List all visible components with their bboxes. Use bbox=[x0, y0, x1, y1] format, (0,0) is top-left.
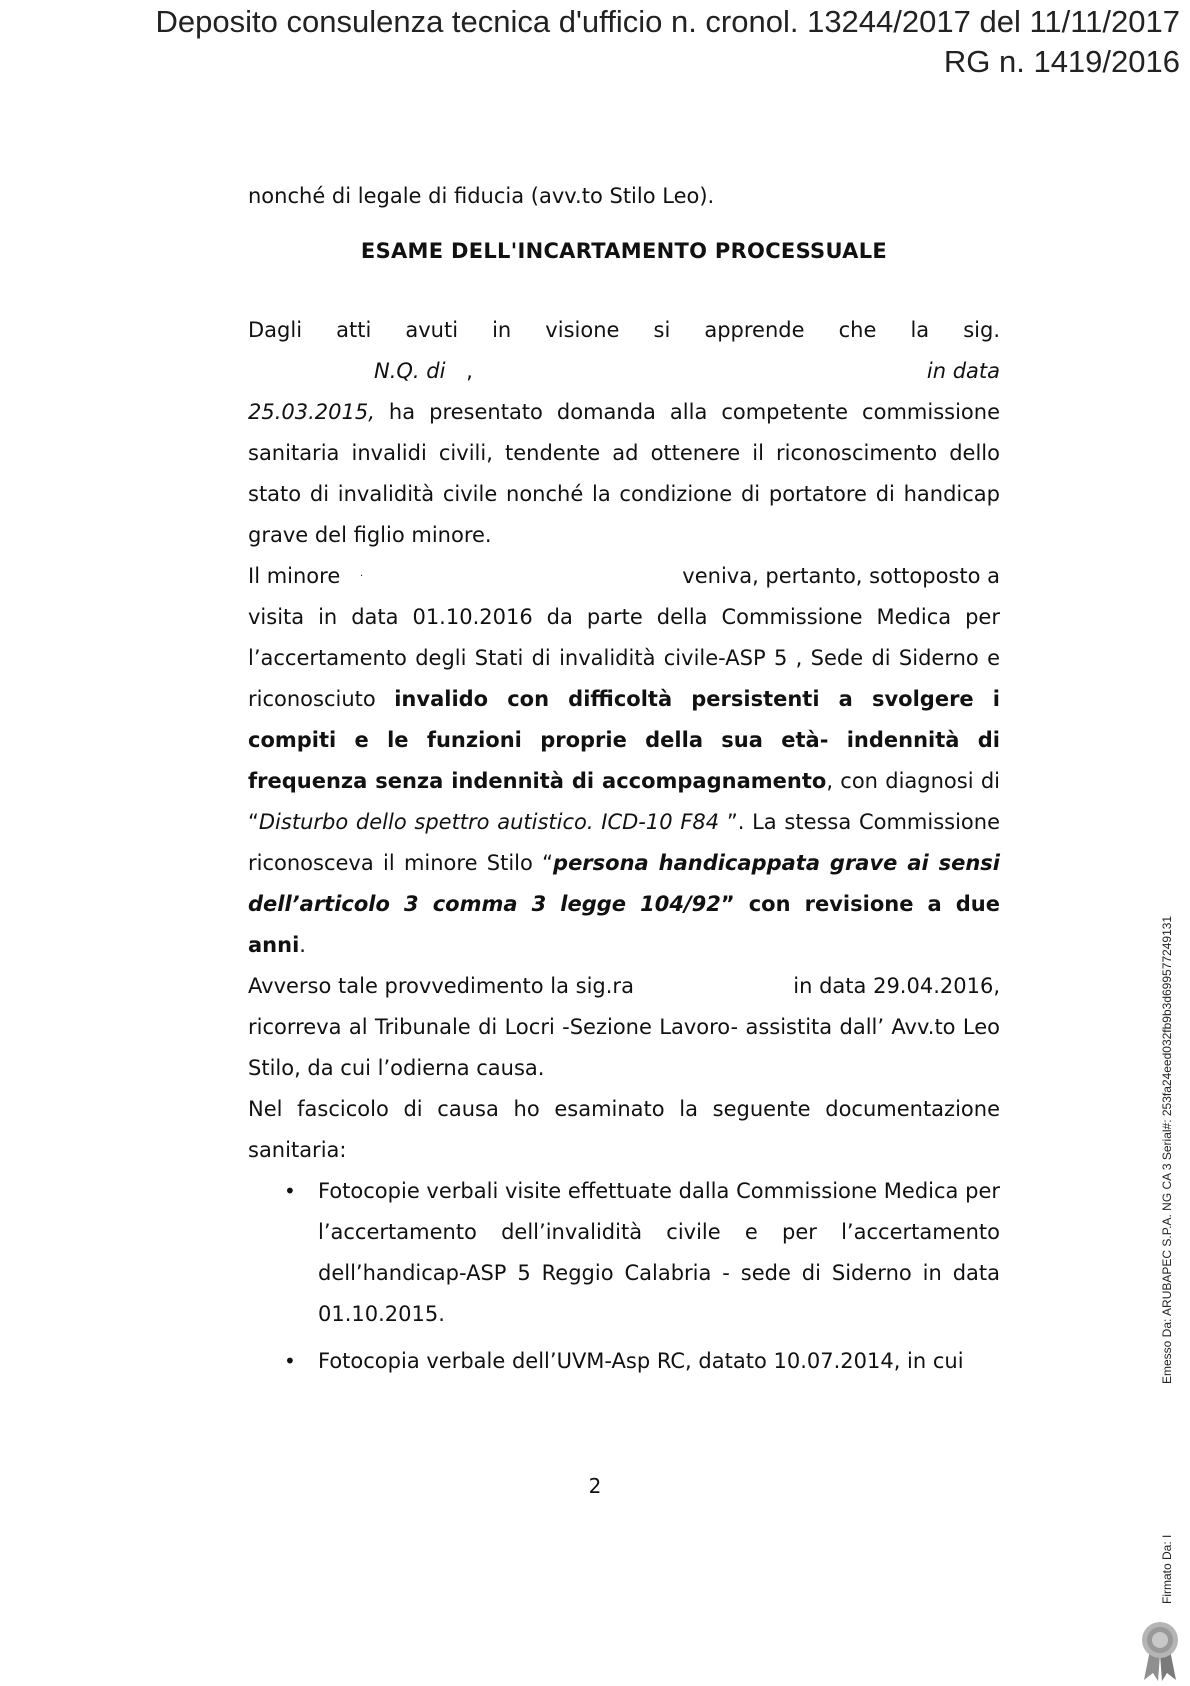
application-date: 25.03.2015, bbox=[248, 400, 375, 424]
nq-text: N.Q. di bbox=[374, 359, 446, 383]
redaction-mark: ‚ bbox=[466, 359, 473, 383]
para2-text3: ”. La stessa Commissione riconosceva il minore Stilo “ bbox=[248, 810, 1001, 875]
in-data-text: in data bbox=[926, 359, 1000, 383]
signature-issuer-text: Emesso Da: ARUBAPEC S.P.A. NG CA 3 Serial#: 253fa24eed032fb9b3d699577249131 bbox=[1160, 915, 1174, 1384]
bullet-icon: • bbox=[284, 1179, 296, 1203]
section-heading: ESAME DELL'INCARTAMENTO PROCESSUALE bbox=[360, 239, 888, 263]
para3-body: ricorreva al Tribunale di Locri -Sezione Lavoro- assistita dall’ Avv.to Leo Stilo, da cui l’odierna causa. bbox=[248, 1015, 1000, 1080]
deposit-header-line2: RG n. 1419/2016 bbox=[943, 44, 1180, 79]
para1-line1: Dagli atti avuti in visione si apprende che la sig. bbox=[248, 318, 1000, 342]
para2-text2: , con diagnosi di “ bbox=[248, 769, 1000, 834]
deposit-header-line1: Deposito consulenza tecnica d'ufficio n. cronol. 13244/2017 del 11/11/2017 bbox=[155, 4, 1180, 39]
para1-rest: ha presentato domanda alla competente commissione sanitaria invalidi civili, tendente ad ottenere il riconoscimento dello stato di invalidità civile nonché la condizione di portatore di handicap grave del figlio minore. bbox=[248, 400, 1000, 547]
handicap-status: persona handicappata grave ai sensi dell’articolo 3 comma 3 legge 104/92 bbox=[248, 851, 1000, 916]
signed-by-text: Firmato Da: I bbox=[1160, 1534, 1174, 1604]
document-item-text: Fotocopie verbali visite effettuate dalla Commissione Medica per l’accertamento dell’invalidità civile e per l’accertamento dell’handicap-ASP 5 Reggio Calabria - sede di Siderno in data 01.10.2015. bbox=[318, 1179, 1000, 1326]
para1-line2 bbox=[248, 351, 1000, 392]
page-number: 2 bbox=[588, 1474, 602, 1498]
documents-list bbox=[248, 1171, 1000, 1382]
paragraph-application bbox=[248, 310, 1000, 556]
appeal-start: Avverso tale provvedimento la sig.ra bbox=[248, 974, 634, 998]
para1-body bbox=[248, 392, 1000, 556]
paragraph-minor bbox=[248, 556, 1000, 966]
para2-line1 bbox=[248, 556, 1000, 597]
revision-note: ” con revisione a due anni bbox=[248, 892, 1000, 957]
intro-line: nonché di legale di fiducia (avv.to Stilo Leo). bbox=[248, 184, 715, 208]
paragraph-appeal bbox=[248, 966, 1000, 1089]
para2-body bbox=[248, 597, 1000, 966]
paragraph-documents: Nel fascicolo di causa ho esaminato la seguente documentazione sanitaria: bbox=[248, 1097, 1000, 1162]
list-item bbox=[284, 1171, 1000, 1335]
invalidity-outcome: invalido con difficoltà persistenti a svolgere i compiti e le funzioni proprie della sua età- indennità di frequenza senza indennità di accompagnamento bbox=[248, 687, 1000, 793]
deposit-header bbox=[20, 2, 1180, 82]
diagnosis: Disturbo dello spettro autistico. ICD-10 F84 bbox=[258, 810, 727, 834]
list-item bbox=[284, 1341, 1000, 1382]
minor-start: Il minore bbox=[248, 564, 341, 588]
certificate-seal-icon bbox=[1138, 1620, 1182, 1682]
document-item-text: Fotocopia verbale dell’UVM-Asp RC, datato 10.07.2014, in cui bbox=[318, 1349, 964, 1373]
para3-line1 bbox=[248, 966, 1000, 1007]
para2-text1: visita in data 01.10.2016 da parte della Commissione Medica per l’accertamento degli Stati di invalidità civile-ASP 5 , Sede di Siderno e riconosciuto bbox=[248, 605, 1000, 711]
redaction-mark-2: · bbox=[360, 571, 364, 582]
minor-mid: veniva, pertanto, sottoposto a bbox=[682, 564, 1000, 588]
appeal-date: in data 29.04.2016, bbox=[793, 974, 1000, 998]
para2-text4: . bbox=[299, 933, 306, 957]
bullet-icon: • bbox=[284, 1349, 296, 1373]
document-body bbox=[248, 176, 1000, 1382]
